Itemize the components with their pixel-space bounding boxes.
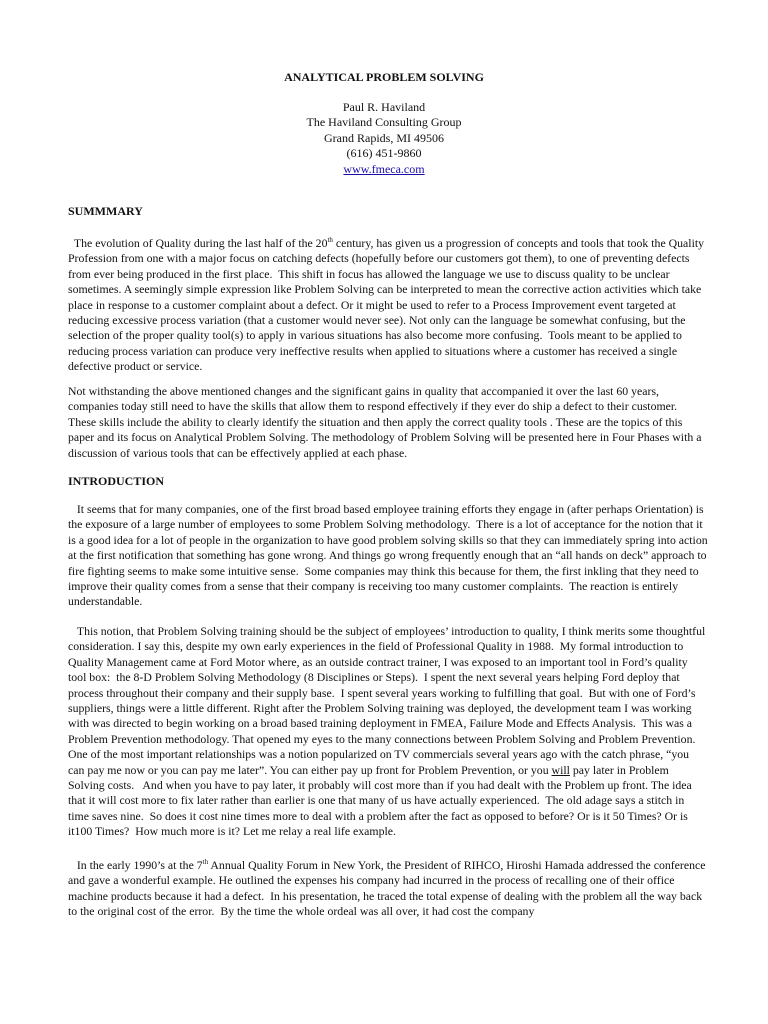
paper-title: ANALYTICAL PROBLEM SOLVING (284, 70, 484, 84)
author-name: Paul R. Haviland (342, 99, 426, 114)
introduction-paragraph-1 (68, 502, 711, 610)
author-phone: (616) 451-9860 (346, 146, 422, 160)
intro-text-c: pay later in Problem Solving costs. And when you have to pay later, it probably will cost more than if you had dealt with the Problem up front. The idea that it will cost more to fix later rather than earlier is one that many of us have actually experienced. The old adage says a stitch in time saves nine. So does it cost nine times more to deal with a problem after the fact as opposed to before? Or is it 50 Times? Or is it100 Times? How much more is it? Let me relay a real life example. (68, 762, 695, 839)
paper-header (0, 70, 768, 177)
summary-heading: SUMMMARY (68, 204, 143, 218)
intro-underlined-word: will (551, 762, 570, 777)
summary-paragraph-1 (68, 236, 708, 375)
summary-text-c: Not withstanding the above mentioned changes and the significant gains in quality that accompanied it over the last 60 years, companies today still need to have the skills that allow them to respond effectively if they ever do ship a defect to their customer. These skills include the ability to clearly identify the situation and then apply the correct quality tools . These are the topics of this paper and its focus on Analytical Problem Solving. The methodology of Problem Solving will be presented here in Four Phases with a discussion of various tools that can be effectively applied at each phase. (68, 384, 702, 460)
intro-text-b: This notion, that Problem Solving training should be the subject of employees’ introduction to quality, I think merits some thoughtful consideration. I say this, despite my own early experiences in the field of Professional Quality in 1988. My formal introduction to Quality Management came at Ford Motor where, as an outside contract trainer, I was exposed to an important tool in Ford’s quality tool box: the 8-D Problem Solving Methodology (8 Disciplines or Steps). I spent the next several years helping Ford deploy that process throughout their company and their supply base. I spent several years working to fulfilling that goal. But with one of Ford’s suppliers, things were a little different. Right after the Problem Solving training was deployed, the development team I was working with was directed to begin working on a broad based training deployment in FMEA, Failure Mode and Effects Analysis. This was a Problem Prevention methodology. That opened my eyes to the many connections between Problem Solving and Problem Prevention. One of the most important relationships was a notion popularized on TV commercials several years ago with the catch phrase, “you can pay me now or you can pay me later”. You can either pay up front for Problem Prevention, or you (68, 624, 709, 777)
author-location: Grand Rapids, MI 49506 (324, 130, 444, 145)
intro-text-d: In the early 1990’s at the 7 (68, 858, 203, 872)
introduction-paragraph-3 (68, 858, 708, 920)
summary-superscript: th (327, 236, 333, 245)
introduction-heading: INTRODUCTION (68, 474, 165, 488)
intro-text-e: Annual Quality Forum in New York, the President of RIHCO, Hiroshi Hamada addressed the conference and gave a wonderful example. He outlined the expenses his company had incurred in the process of recalling one of their office machine products because it had a defect. In his presentation, he traced the total expense of dealing with the problem all the way back to the original cost of the error. By the time the whole ordeal was all over, it had cost the company (68, 858, 709, 919)
introduction-paragraph-2 (68, 624, 708, 840)
summary-text-b: century, has given us a progression of concepts and tools that took the Quality Profession from one with a major focus on catching defects (hopefully before our customers got them), to one of preventing defects from ever being produced in the first place. This shift in focus has allowed the language we use to discuss quality to be unclear sometimes. A seemingly simple expression like Problem Solving can be interpreted to mean the corrective action activities which take place in response to a customer complaint about a defect. Or it might be used to refer to a Process Improvement event targeted at reducing excessive process variation (that a customer would never see). Not only can the language be somewhat confusing, but the selection of the proper quality tool(s) to apply in various situations has also become more confusing. Tools meant to be applied to reducing process variation can produce very ineffective results when applied to situations where a customer has received a single defective product or service. (68, 236, 707, 374)
website-link[interactable]: www.fmeca.com (343, 161, 425, 176)
intro-text-a: It seems that for many companies, one of the first broad based employee training efforts they engage in (after perhaps Orientation) is the exposure of a large number of employees to some Problem Solving methodology. There is a lot of acceptance for the notion that it is a good idea for a lot of people in the organization to have good problem solving skills so that they can immediately spring into action at the first notification that something has gone wrong. And things go wrong frequently enough that an “all hands on deck” approach to fire fighting seems to make some intuitive sense. Some companies may think this because for them, the first inkling that they need to improve their quality comes from a sense that their company is receiving too many customer complaints. The reaction is entirely understandable. (68, 502, 711, 609)
intro-superscript: th (202, 858, 209, 867)
summary-text-a: The evolution of Quality during the last half of the 20 (68, 236, 328, 250)
organization-name: The Haviland Consulting Group (306, 115, 462, 129)
summary-paragraph-2 (68, 384, 708, 461)
